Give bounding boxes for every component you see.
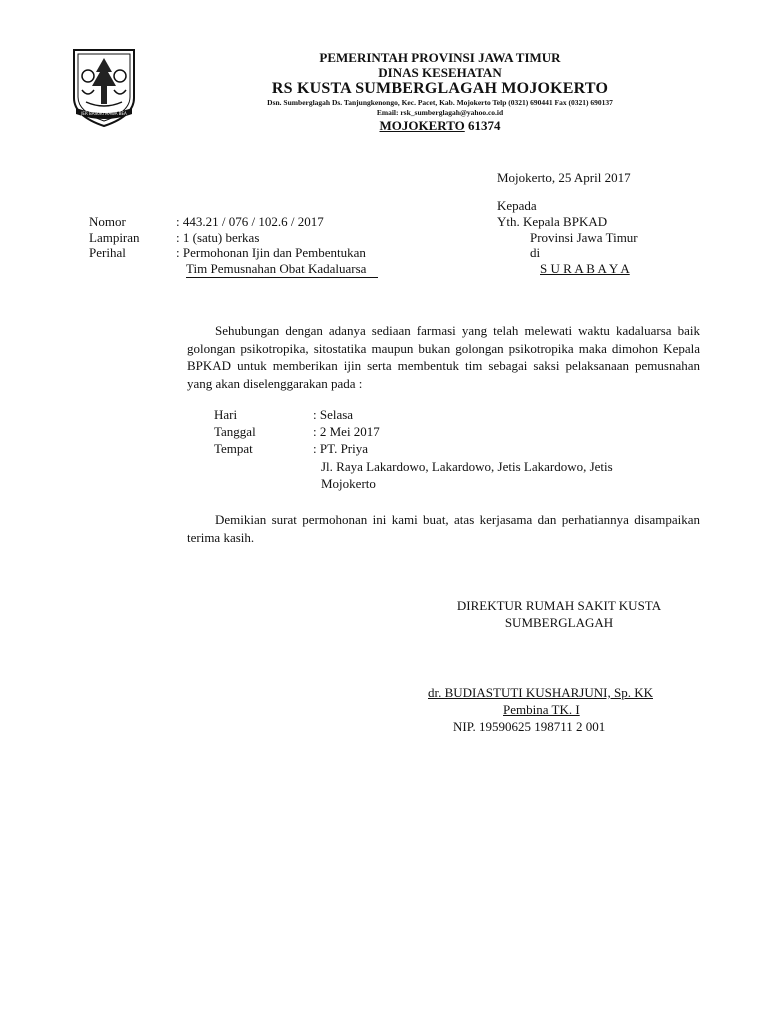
kop-hospital-name: RS KUSTA SUMBERGLAGAH MOJOKERTO: [271, 80, 609, 97]
kop-email: Email: rsk_sumberglagah@yahoo.co.id: [376, 108, 504, 117]
perihal-value-2: Tim Pemusnahan Obat Kadaluarsa: [186, 261, 378, 278]
recipient-city: S U R A B A Y A: [540, 261, 630, 276]
perihal-label: Perihal: [89, 245, 126, 260]
perihal-value-1: : Permohonan Ijin dan Pembentukan: [176, 245, 366, 260]
lampiran-value: : 1 (satu) berkas: [176, 230, 260, 245]
recipient-province: Provinsi Jawa Timur: [530, 230, 638, 245]
date-line: Mojokerto, 25 April 2017: [497, 170, 631, 185]
hari-value: : Selasa: [313, 407, 354, 422]
lampiran-label: Lampiran: [89, 230, 140, 245]
tempat-value-2: Jl. Raya Lakardowo, Lakardowo, Jetis Lakardowo, Jetis: [321, 459, 613, 474]
body-paragraph-2: Demikian surat permohonan ini kami buat, atas kerjasama dan perhatiannya disampaikan terima kasih.: [187, 512, 700, 545]
body-paragraph-1: Sehubungan dengan adanya sediaan farmasi yang telah melewati waktu kadaluarsa baik golongan psikotropika, sitostatika maupun bukan golongan psikotropika maka dimohon Kepala BPKAD untuk memberikan ijin serta membentuk tim sebagai saksi pelaksanaan pemusnahan yang akan diselenggarakan pada :: [187, 323, 700, 391]
nomor-value: : 443.21 / 076 / 102.6 / 2017: [176, 214, 324, 229]
kop-line-2: DINAS KESEHATAN: [378, 65, 502, 80]
jawa-timur-coat-of-arms-icon: [68, 46, 140, 128]
kop-line-1: PEMERINTAH PROVINSI JAWA TIMUR: [319, 50, 561, 65]
recipient-yth: Yth. Kepala BPKAD: [497, 214, 608, 229]
kop-postal: 61374: [468, 118, 501, 133]
kop-city-line: [150, 118, 730, 134]
signature-rank: Pembina TK. I: [503, 702, 580, 717]
tempat-label: Tempat: [214, 441, 253, 456]
hari-label: Hari: [214, 407, 238, 422]
kop-address: Dsn. Sumberglagah Ds. Tanjungkenongo, Kec. Pacet, Kab. Mojokerto Telp (0321) 690441 Fax (0321) 690137: [267, 98, 613, 107]
tanggal-label: Tanggal: [214, 424, 256, 439]
recipient-kepada: Kepada: [497, 198, 537, 213]
signature-nip: NIP. 19590625 198711 2 001: [453, 719, 606, 734]
tanggal-value: : 2 Mei 2017: [313, 424, 380, 439]
tempat-value-1: : PT. Priya: [313, 441, 369, 456]
signature-title-1: DIREKTUR RUMAH SAKIT KUSTA: [456, 598, 662, 613]
svg-text:JER BASUKI MAWA BEA: JER BASUKI MAWA BEA: [81, 111, 127, 116]
nomor-label: Nomor: [89, 214, 126, 229]
signature-name: dr. BUDIASTUTI KUSHARJUNI, Sp. KK: [428, 685, 653, 700]
recipient-di: di: [530, 245, 541, 260]
kop-city: MOJOKERTO: [379, 118, 465, 133]
signature-title-2: SUMBERGLAGAH: [504, 615, 614, 630]
tempat-value-3: Mojokerto: [321, 476, 376, 491]
